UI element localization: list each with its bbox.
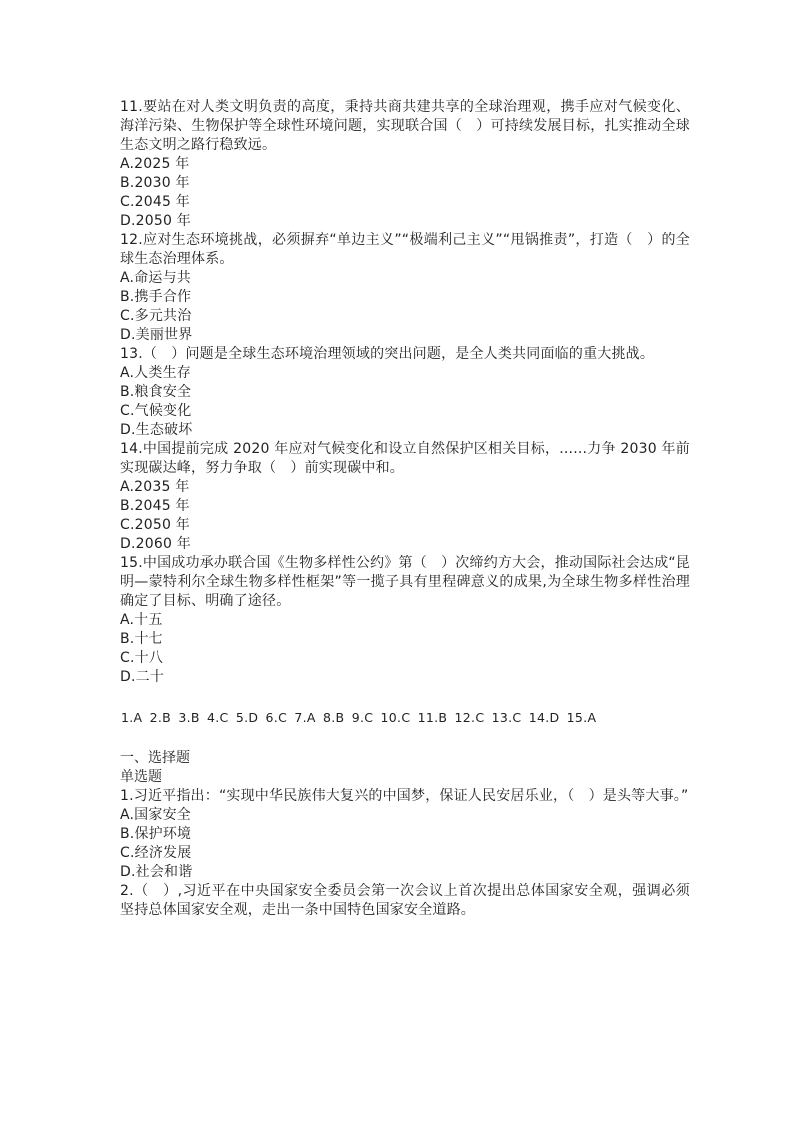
option-a: A.十五 — [120, 612, 163, 628]
question-text: 11.要站在对人类文明负责的高度，秉持共商共建共享的全球治理观，携手应对气候变化、海洋污染、生物保护等全球性环境问题，实现联合国（ ）可持续发展目标，扎实推动全球生态文明之路行稳致远。 — [120, 99, 690, 153]
option-b: B.2030 年 — [120, 175, 190, 191]
option-d: D.二十 — [120, 669, 165, 685]
question-block — [120, 882, 690, 920]
option-a: A.国家安全 — [120, 807, 191, 823]
question-text: 12.应对生态环境挑战，必须摒弃“单边主义”“极端利己主义”“甩锅推责”，打造（ ）的全球生态治理体系。 — [120, 232, 690, 267]
option-a: A.人类生存 — [120, 365, 191, 381]
option-c: C.经济发展 — [120, 845, 192, 861]
option-c: C.气候变化 — [120, 403, 192, 419]
option-d: D.社会和谐 — [120, 864, 193, 880]
option-a: A.2025 年 — [120, 156, 190, 172]
question-text: 13.（ ）问题是全球生态环境治理领域的突出问题，是全人类共同面临的重大挑战。 — [120, 346, 655, 362]
option-d: D.2050 年 — [120, 213, 191, 229]
subsection-title: 单选题 — [120, 769, 162, 785]
option-b: B.保护环境 — [120, 826, 192, 842]
option-a: A.命运与共 — [120, 270, 191, 286]
option-b: B.2045 年 — [120, 498, 190, 514]
question-text: 2.（ ）,习近平在中央国家安全委员会第一次会议上首次提出总体国家安全观，强调必须坚持总体国家安全观，走出一条中国特色国家安全道路。 — [120, 883, 690, 918]
section-title: 一、选择题 — [120, 750, 190, 766]
option-d: D.2060 年 — [120, 536, 191, 552]
option-c: C.2050 年 — [120, 517, 190, 533]
option-b: B.粮食安全 — [120, 384, 192, 400]
question-text: 14.中国提前完成 2020 年应对气候变化和设立自然保护区相关目标，......力争 2030 年前实现碳达峰，努力争取（ ）前实现碳中和。 — [120, 441, 690, 476]
question-text: 15.中国成功承办联合国《生物多样性公约》第（ ）次缔约方大会，推动国际社会达成“昆明—蒙特利尔全球生物多样性框架”等一揽子具有里程碑意义的成果,为全球生物多样性治理确定了目标、明确了途径。 — [120, 555, 690, 609]
question-block — [120, 787, 690, 882]
option-d: D.美丽世界 — [120, 327, 193, 343]
question-block — [120, 440, 690, 554]
option-b: B.十七 — [120, 631, 163, 647]
option-c: C.2045 年 — [120, 194, 190, 210]
option-c: C.十八 — [120, 650, 164, 666]
question-block — [120, 231, 690, 345]
answer-key: 1.A 2.B 3.B 4.C 5.D 6.C 7.A 8.B 9.C 10.C 11.B 12.C 13.C 14.D 15.A — [121, 710, 597, 725]
document-content — [120, 98, 690, 920]
option-c: C.多元共治 — [120, 308, 192, 324]
option-b: B.携手合作 — [120, 289, 192, 305]
question-block — [120, 554, 690, 687]
question-text: 1.习近平指出：“实现中华民族伟大复兴的中国梦，保证人民安居乐业，（ ）是头等大事。” — [120, 788, 689, 804]
question-block — [120, 98, 690, 231]
option-d: D.生态破坏 — [120, 422, 193, 438]
question-block — [120, 345, 690, 440]
option-a: A.2035 年 — [120, 479, 190, 495]
